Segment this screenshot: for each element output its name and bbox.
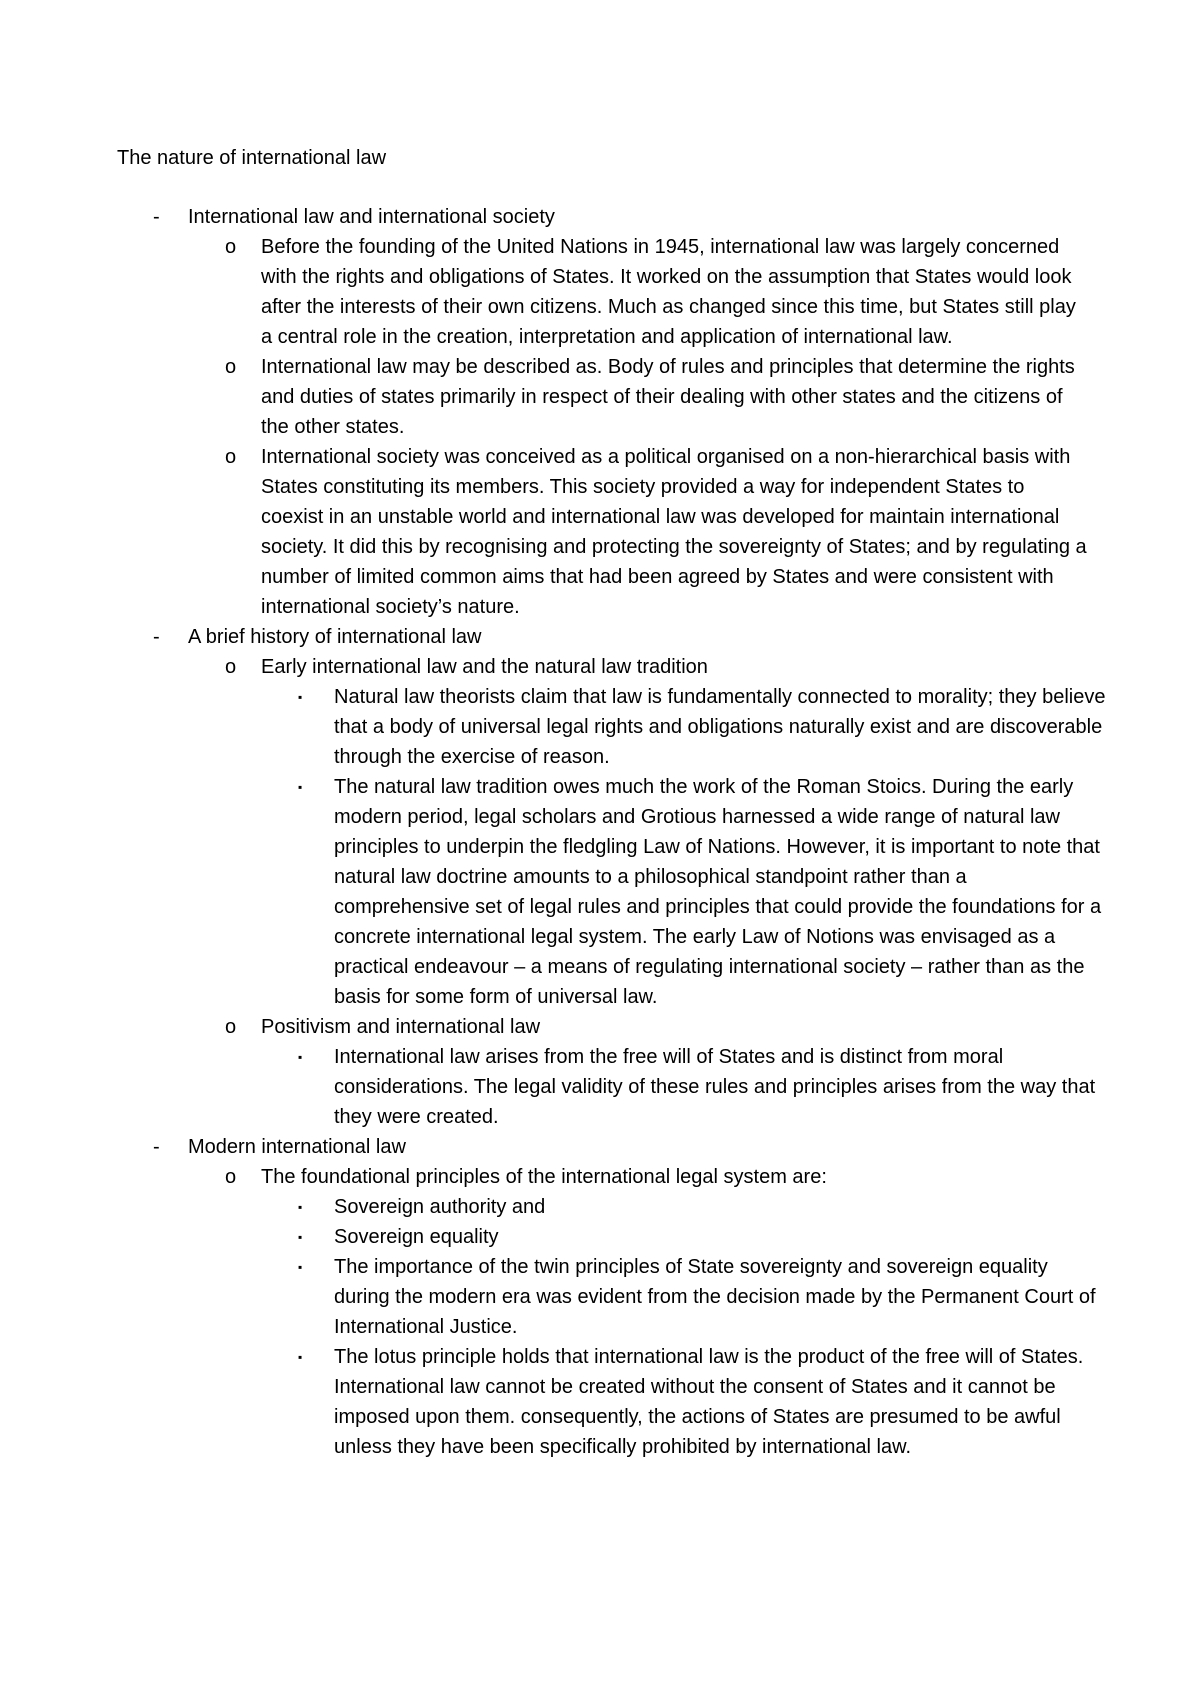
square-bullet: ▪ <box>298 1230 303 1244</box>
circle-bullet: o <box>225 1016 237 1038</box>
square-bullet: ▪ <box>298 690 303 704</box>
square-bullet: ▪ <box>298 1350 303 1364</box>
list-item <box>0 1042 1106 1132</box>
circle-bullet: o <box>225 356 237 378</box>
subheading-text: Positivism and international law <box>261 1016 541 1038</box>
document-title: The nature of international law <box>117 147 387 169</box>
square-bullet: ▪ <box>298 780 303 794</box>
circle-bullet: o <box>225 446 237 468</box>
list-item <box>0 352 1088 442</box>
list-item <box>0 772 1106 1012</box>
list-item <box>0 232 1088 352</box>
list-item-text: International society was conceived as a political organised on a non-hierarchical basis with States constituting its members. This society provided a way for independent States to coexist in an unstable world and international law was developed for maintain international society. It did this by recognising and protecting the sovereignty of States; and by regulating a number of limited common aims that had been agreed by States and were consistent with international society’s nature. <box>261 446 1087 618</box>
list-item-text: The natural law tradition owes much the work of the Roman Stoics. During the early modern period, legal scholars and Grotious harnessed a wide range of natural law principles to underpin the fledgling Law of Nations. However, it is important to note that natural law doctrine amounts to a philosophical standpoint rather than a comprehensive set of legal rules and principles that could provide the foundations for a concrete international legal system. The early Law of Notions was envisaged as a practical endeavour – a means of regulating international society – rather than as the basis for some form of universal law. <box>334 776 1102 1008</box>
list-item <box>0 1252 1106 1342</box>
section-heading-text: A brief history of international law <box>188 626 482 648</box>
circle-bullet: o <box>225 1166 237 1188</box>
list-item-text: Sovereign authority and <box>334 1196 546 1218</box>
dash-bullet: - <box>153 206 160 228</box>
outline-list <box>0 202 1200 1462</box>
list-item-text: The lotus principle holds that international law is the product of the free will of States. International law cannot be created without the consent of States and it cannot be imposed upon them. consequently, the actions of States are presumed to be awful unless they have been specifically prohibited by international law. <box>334 1346 1084 1458</box>
section-heading-text: Modern international law <box>188 1136 406 1158</box>
square-bullet: ▪ <box>298 1260 303 1274</box>
square-bullet: ▪ <box>298 1050 303 1064</box>
subheading-text: Early international law and the natural law tradition <box>261 656 708 678</box>
list-item <box>0 442 1088 622</box>
section-heading <box>0 202 1088 232</box>
list-item-text: The importance of the twin principles of State sovereignty and sovereign equality during the modern era was evident from the decision made by the Permanent Court of International Justice. <box>334 1256 1096 1338</box>
list-item <box>0 1192 1106 1222</box>
square-bullet: ▪ <box>298 1200 303 1214</box>
list-item <box>0 1222 1106 1252</box>
section-heading <box>0 622 1088 652</box>
list-item-text: Sovereign equality <box>334 1226 499 1248</box>
list-item <box>0 652 1088 682</box>
section-heading-text: International law and international society <box>188 206 555 228</box>
list-item-text: International law arises from the free will of States and is distinct from moral considerations. The legal validity of these rules and principles arises from the way that they were created. <box>334 1046 1096 1128</box>
list-item <box>0 1342 1106 1462</box>
circle-bullet: o <box>225 656 237 678</box>
dash-bullet: - <box>153 1136 160 1158</box>
list-item-text: Before the founding of the United Nations in 1945, international law was largely concerned with the rights and obligations of States. It worked on the assumption that States would look after the interests of their own citizens. Much as changed since this time, but States still play a central role in the creation, interpretation and application of international law. <box>261 236 1076 348</box>
list-item <box>0 1012 1088 1042</box>
dash-bullet: - <box>153 626 160 648</box>
list-item <box>0 682 1106 772</box>
circle-bullet: o <box>225 236 237 258</box>
list-item <box>0 1162 1088 1192</box>
subheading-text: The foundational principles of the international legal system are: <box>261 1166 827 1188</box>
list-item-text: International law may be described as. Body of rules and principles that determine the rights and duties of states primarily in respect of their dealing with other states and the citizens of the other states. <box>261 356 1075 438</box>
section-heading <box>0 1132 1088 1162</box>
list-item-text: Natural law theorists claim that law is fundamentally connected to morality; they believe that a body of universal legal rights and obligations naturally exist and are discoverable through the exercise of reason. <box>334 686 1106 768</box>
